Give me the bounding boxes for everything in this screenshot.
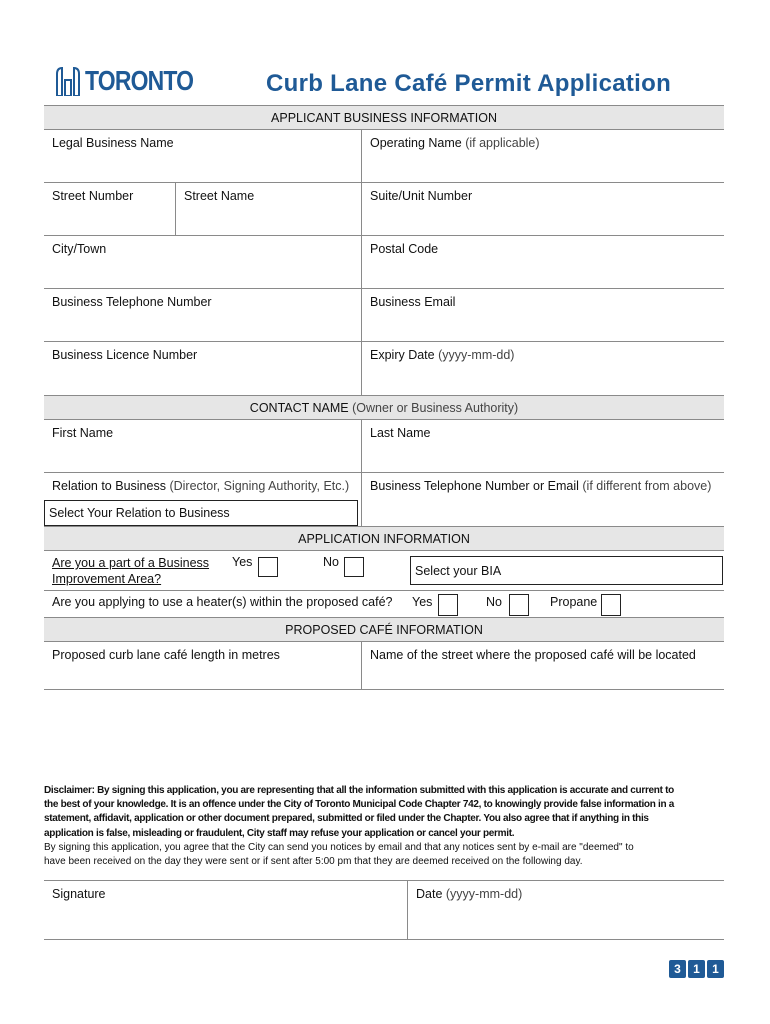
field-label: Date xyxy=(416,887,443,901)
311-digit: 1 xyxy=(707,960,724,978)
signature-date-field[interactable] xyxy=(407,881,724,939)
field-label: Business Telephone Number or Email xyxy=(370,479,579,493)
cafe-length-field[interactable] xyxy=(44,642,361,689)
heater-row xyxy=(44,591,724,617)
field-label: Street Number xyxy=(52,189,134,203)
page-title: Curb Lane Café Permit Application xyxy=(266,70,672,97)
logo-text: TORONTO xyxy=(85,65,194,96)
toronto-logo xyxy=(55,58,217,96)
bia-no-checkbox[interactable] xyxy=(344,557,364,577)
last-name-field[interactable] xyxy=(361,420,724,472)
permit-form xyxy=(44,105,724,690)
section-header-contact xyxy=(44,395,724,420)
cafe-street-field[interactable] xyxy=(361,642,724,689)
field-label: Signature xyxy=(52,887,106,901)
field-label: First Name xyxy=(52,426,114,440)
bia-question-line-2: Improvement Area? xyxy=(52,572,162,586)
heater-no-checkbox[interactable] xyxy=(509,594,529,616)
business-phone-field[interactable] xyxy=(44,289,361,341)
field-label: City/Town xyxy=(52,242,107,256)
311-logo xyxy=(669,960,724,978)
form-row xyxy=(44,183,724,236)
heater-no-label: No xyxy=(486,595,502,609)
field-label: Postal Code xyxy=(370,242,439,256)
field-label: Name of the street where the proposed café will be located xyxy=(370,648,696,662)
field-label: Street Name xyxy=(184,189,255,203)
disclaimer-line: have been received on the day they were sent or if sent after 5:00 pm that they are deemed received on the following day. xyxy=(44,856,583,868)
field-label: Relation to Business xyxy=(52,479,166,493)
form-row xyxy=(44,289,724,342)
form-row xyxy=(44,130,724,183)
disclaimer xyxy=(44,784,734,869)
legal-name-field[interactable] xyxy=(44,130,361,182)
signature-row xyxy=(44,880,724,940)
form-row xyxy=(44,551,724,591)
form-row xyxy=(44,342,724,395)
signature-field[interactable] xyxy=(44,881,407,939)
field-label: Suite/Unit Number xyxy=(370,189,473,203)
disclaimer-line: application is false, misleading or fraudulent, City staff may refuse your application or cancel your permit. xyxy=(44,827,515,839)
form-row xyxy=(44,236,724,289)
city-field[interactable] xyxy=(44,236,361,288)
city-hall-icon xyxy=(55,66,81,96)
field-note: (Director, Signing Authority, Etc.) xyxy=(169,479,350,493)
first-name-field[interactable] xyxy=(44,420,361,472)
form-row xyxy=(44,473,724,526)
heater-question: Are you applying to use a heater(s) within the proposed café? xyxy=(52,595,393,609)
bia-yes-checkbox[interactable] xyxy=(258,557,278,577)
form-row xyxy=(44,591,724,617)
field-label: Business Email xyxy=(370,295,456,309)
field-note: (if different from above) xyxy=(582,479,712,493)
field-label: Expiry Date xyxy=(370,348,435,362)
relation-select[interactable]: Select Your Relation to Business xyxy=(44,500,358,526)
suite-field[interactable] xyxy=(361,183,724,235)
field-label: Last Name xyxy=(370,426,431,440)
heater-yes-checkbox[interactable] xyxy=(438,594,458,616)
licence-number-field[interactable] xyxy=(44,342,361,395)
disclaimer-line: statement, affidavit, application or other document prepared, submitted or filed under the Chapter. You also agree that if anything in this xyxy=(44,813,649,825)
field-label: Business Licence Number xyxy=(52,348,198,362)
field-label: Proposed curb lane café length in metres xyxy=(52,648,280,662)
form-row xyxy=(44,642,724,690)
form-row xyxy=(44,420,724,473)
311-digit: 1 xyxy=(688,960,705,978)
bia-question-line-1: Are you a part of a Business xyxy=(52,556,210,570)
field-label: Legal Business Name xyxy=(52,136,174,150)
expiry-date-field[interactable] xyxy=(361,342,724,395)
relation-field xyxy=(44,473,361,526)
disclaimer-line: Disclaimer: By signing this application, you are representing that all the information submitted with this application is accurate and current to xyxy=(44,785,674,796)
heater-yes-label: Yes xyxy=(412,595,433,609)
disclaimer-line: By signing this application, you agree that the City can send you notices by email and that any notices sent by e-mail are "deemed" to xyxy=(44,841,634,853)
section-header-application: APPLICATION INFORMATION xyxy=(44,526,724,551)
bia-no-label: No xyxy=(323,555,339,569)
heater-propane-checkbox[interactable] xyxy=(601,594,621,616)
field-note: (if applicable) xyxy=(465,136,540,150)
311-digit: 3 xyxy=(669,960,686,978)
field-label: Business Telephone Number xyxy=(52,295,212,309)
field-note: (yyyy-mm-dd) xyxy=(438,348,515,362)
bia-select[interactable]: Select your BIA xyxy=(410,556,723,585)
business-email-field[interactable] xyxy=(361,289,724,341)
contact-phone-field[interactable] xyxy=(361,473,724,526)
section-header-cafe: PROPOSED CAFÉ INFORMATION xyxy=(44,617,724,642)
section-header-business: APPLICANT BUSINESS INFORMATION xyxy=(44,105,724,130)
operating-name-field[interactable] xyxy=(361,130,724,182)
street-number-field[interactable] xyxy=(44,183,175,235)
section-title: CONTACT NAME xyxy=(249,401,349,415)
section-note: (Owner or Business Authority) xyxy=(352,401,519,415)
postal-code-field[interactable] xyxy=(361,236,724,288)
heater-propane-label: Propane xyxy=(550,595,598,609)
bia-question-row xyxy=(44,551,724,590)
field-note: (yyyy-mm-dd) xyxy=(445,887,523,901)
disclaimer-line: the best of your knowledge. It is an offence under the City of Toronto Municipal Code Chapter 742, to knowingly provide false information in a xyxy=(44,799,675,811)
field-label: Operating Name xyxy=(370,136,462,150)
street-name-field[interactable] xyxy=(175,183,361,235)
bia-yes-label: Yes xyxy=(232,555,253,569)
